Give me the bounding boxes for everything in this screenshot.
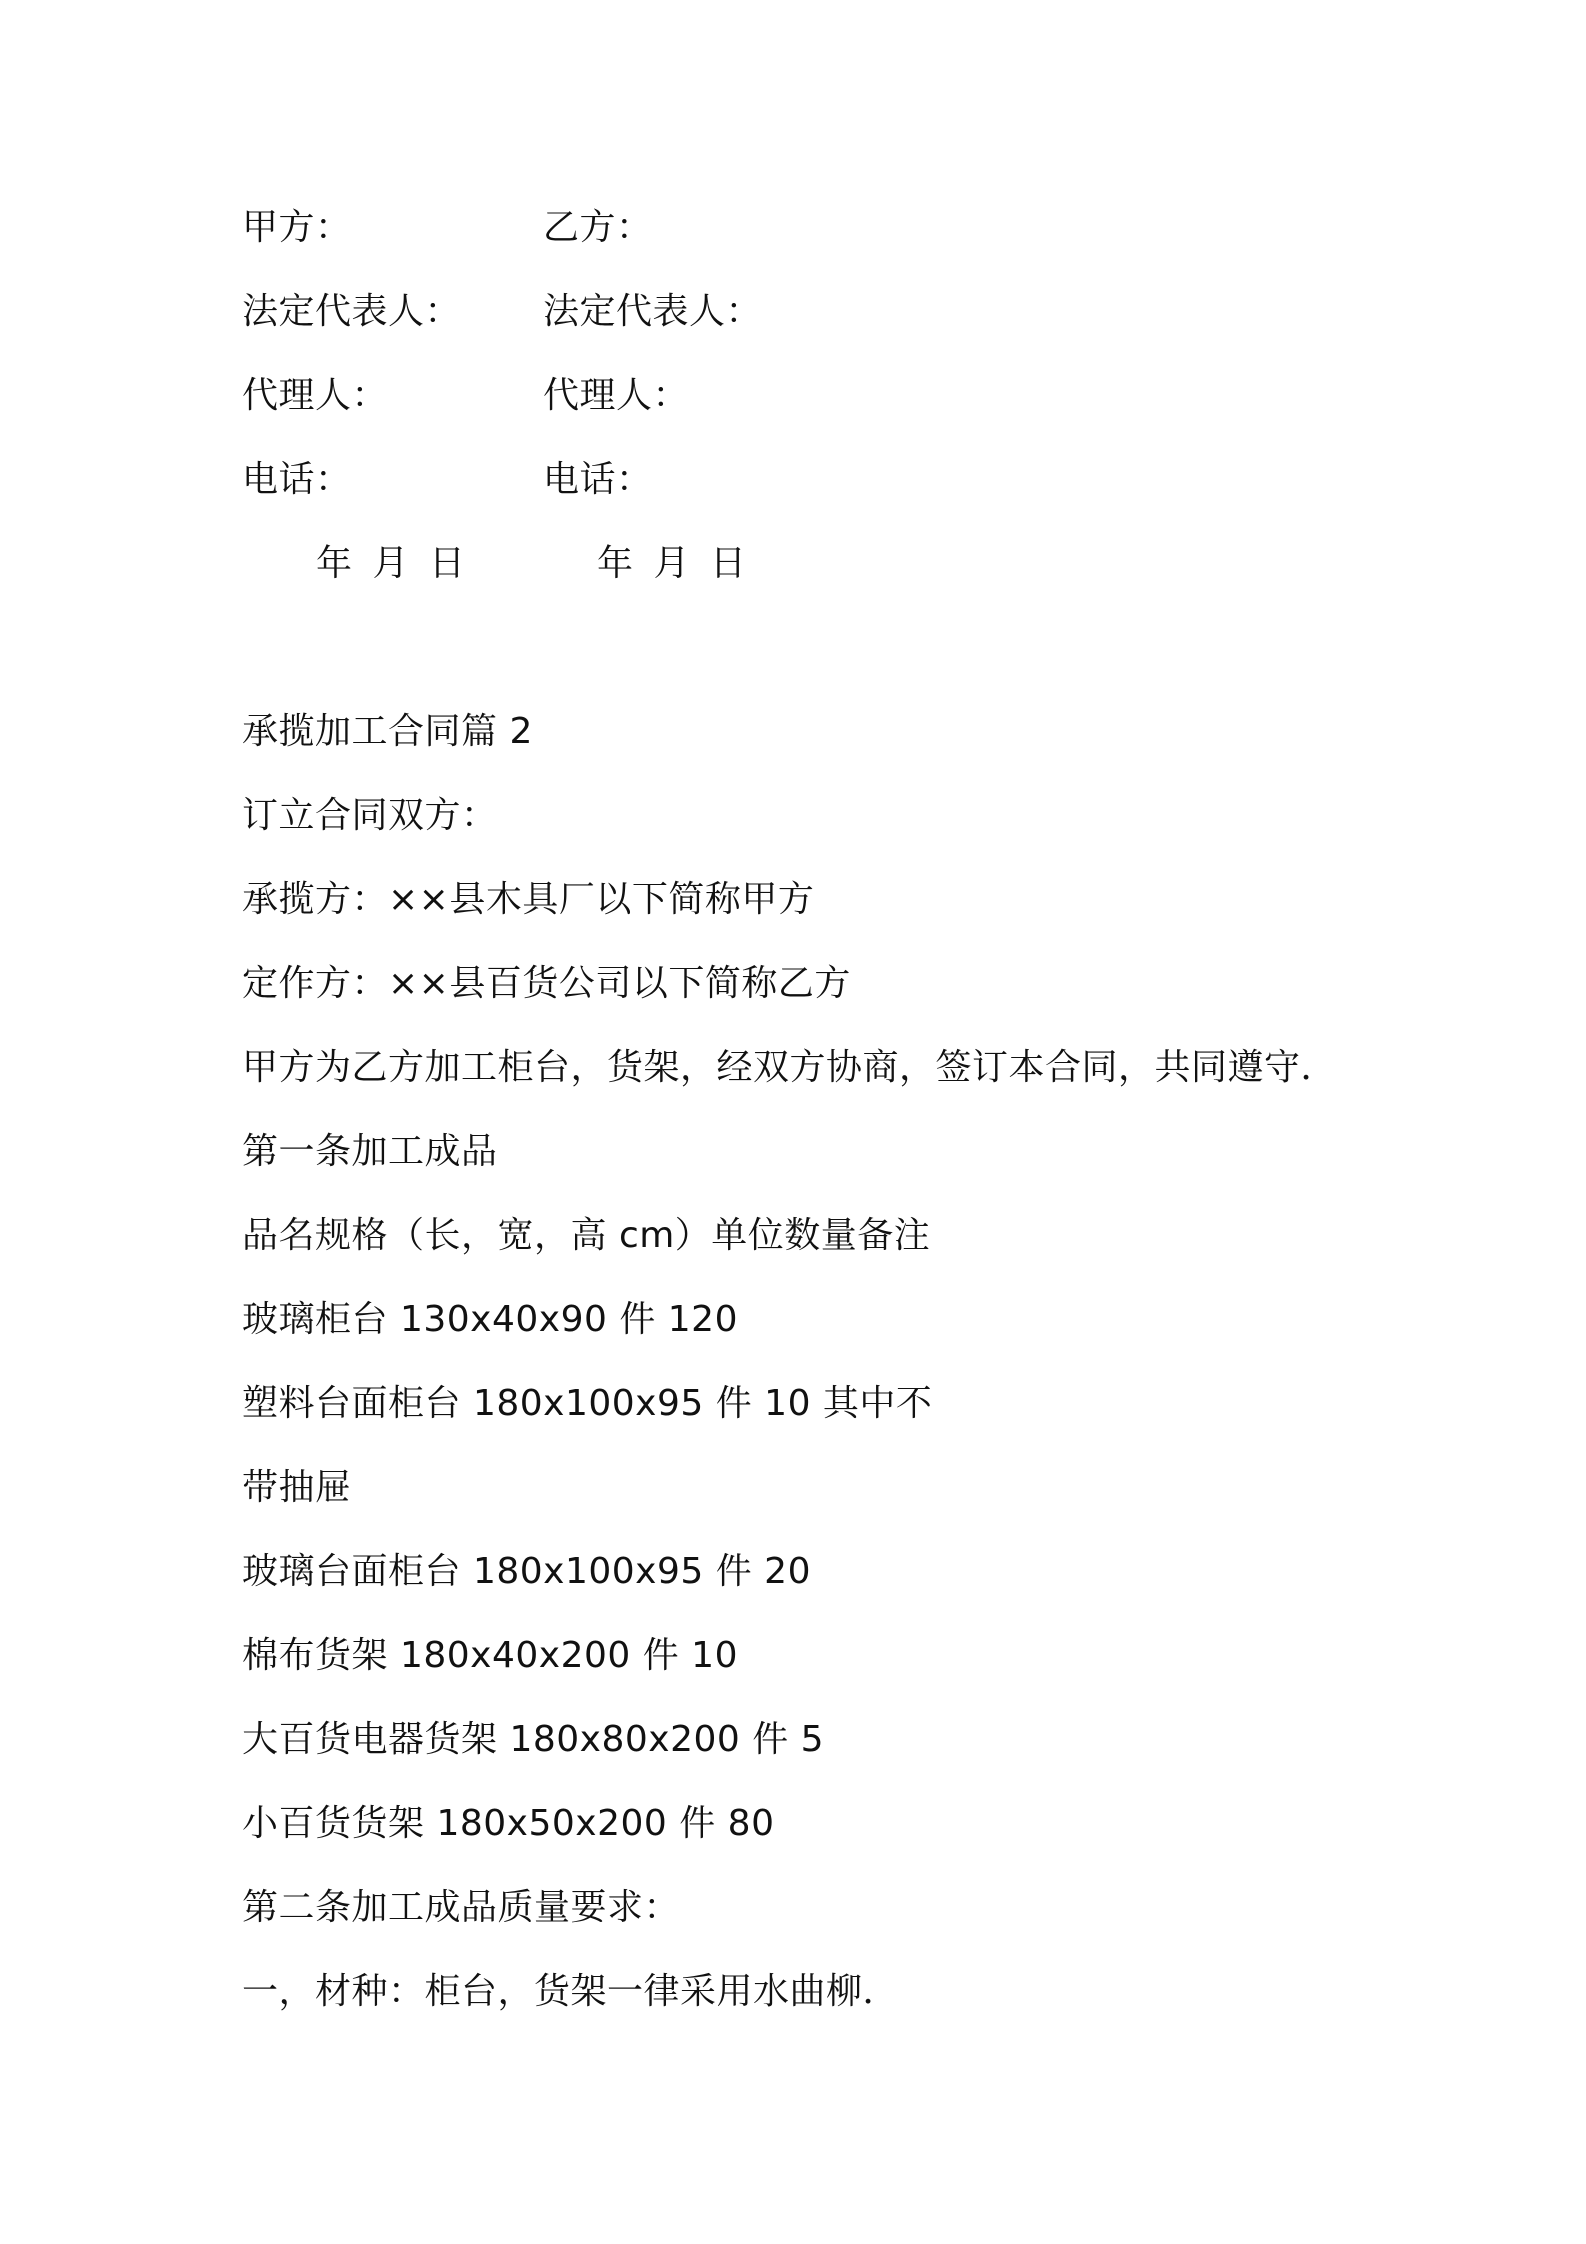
article1-title: 第一条加工成品 — [242, 1131, 498, 1172]
orderer-line: 定作方：××县百货公司以下简称乙方 — [242, 963, 851, 1004]
date-b — [597, 542, 747, 586]
parties-heading: 订立合同双方： — [242, 795, 498, 836]
list-item: 带抽屉 — [242, 1467, 352, 1508]
date-a — [316, 542, 466, 586]
list-item: 玻璃柜台 130x40x90 件 120 — [242, 1299, 738, 1340]
list-item: 小百货货架 180x50x200 件 80 — [242, 1803, 775, 1844]
date-b-month: 月 — [653, 543, 691, 584]
phone-b-label: 电话： — [543, 459, 653, 500]
agent-a-label: 代理人： — [242, 375, 389, 416]
article2-title: 第二条加工成品质量要求： — [242, 1887, 681, 1928]
date-a-month: 月 — [372, 543, 410, 584]
party-b-label: 乙方： — [543, 207, 653, 248]
date-b-year: 年 — [597, 543, 634, 584]
contractor-line: 承揽方：××县木具厂以下简称甲方 — [242, 879, 815, 920]
table-header: 品名规格（长，宽，高 cm）单位数量备注 — [242, 1215, 931, 1256]
list-item: 棉布货架 180x40x200 件 10 — [242, 1635, 738, 1676]
legal-rep-a-label: 法定代表人： — [242, 291, 462, 332]
list-item: 玻璃台面柜台 180x100x95 件 20 — [242, 1551, 811, 1592]
intro-paragraph: 甲方为乙方加工柜台，货架，经双方协商，签订本合同，共同遵守． — [242, 1047, 1338, 1088]
date-b-day: 日 — [710, 543, 747, 584]
list-item: 大百货电器货架 180x80x200 件 5 — [242, 1719, 825, 1760]
phone-a-label: 电话： — [242, 459, 352, 500]
party-a-label: 甲方： — [242, 207, 352, 248]
agent-b-label: 代理人： — [543, 375, 690, 416]
legal-rep-b-label: 法定代表人： — [543, 291, 763, 332]
contract-title: 承揽加工合同篇 2 — [242, 711, 533, 752]
date-a-day: 日 — [429, 543, 466, 584]
list-item: 塑料台面柜台 180x100x95 件 10 其中不 — [242, 1383, 933, 1424]
article2-item1: 一，材种：柜台，货架一律采用水曲柳． — [242, 1971, 900, 2012]
date-a-year: 年 — [316, 543, 353, 584]
